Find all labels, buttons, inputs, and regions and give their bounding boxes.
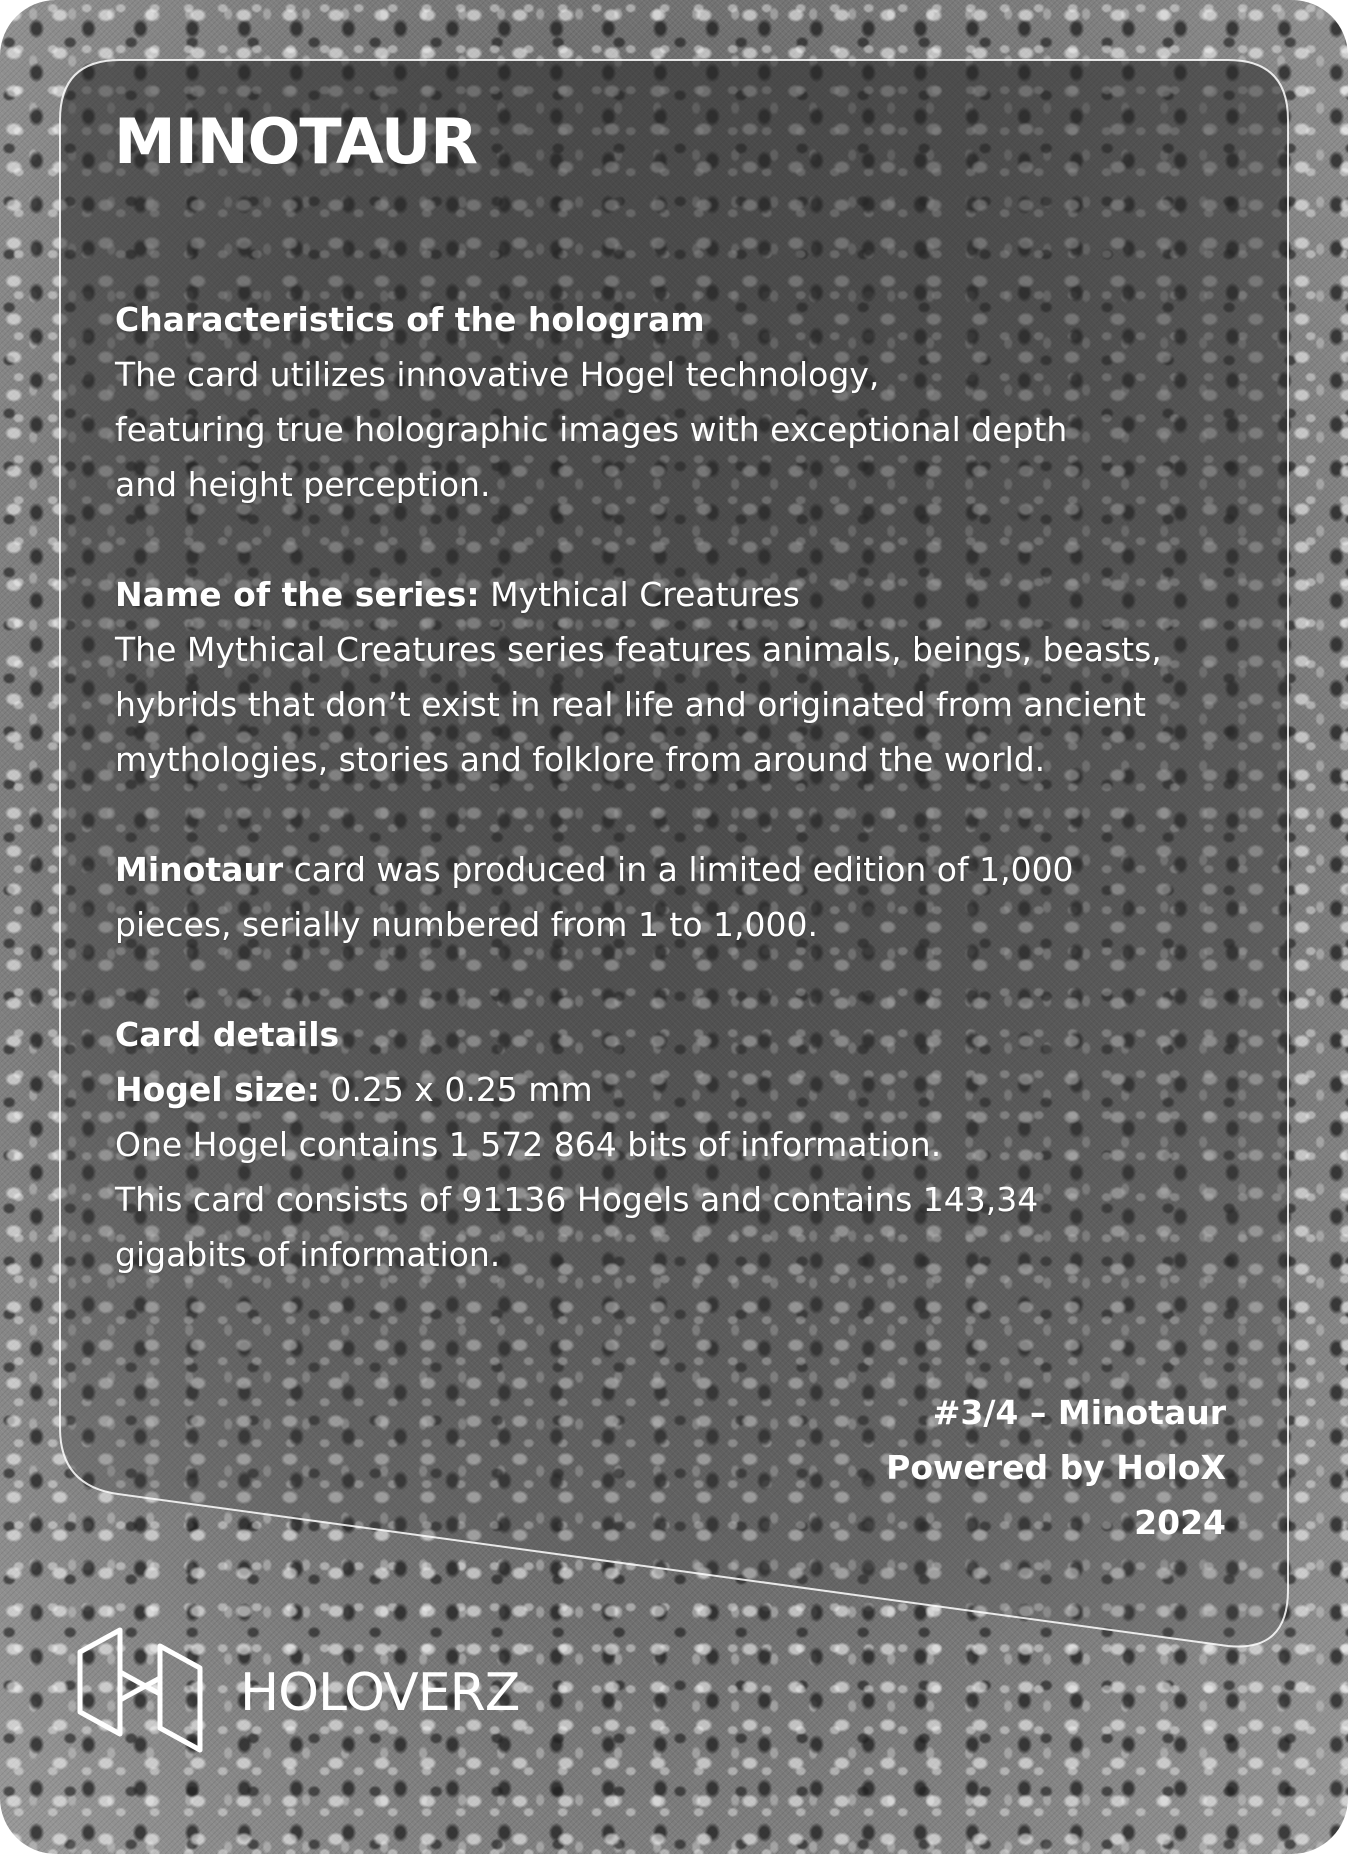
details-heading: Card details: [115, 1015, 340, 1054]
edition-text: card was produced in a limited edition of 1,000: [293, 850, 1074, 889]
hogel-size-line: [115, 1062, 1255, 1117]
hologram-line: and height perception.: [115, 465, 491, 504]
hogel-size-value: 0.25 x 0.25 mm: [330, 1070, 593, 1109]
series-name: Mythical Creatures: [490, 575, 800, 614]
brand-name: HOLOVERZ: [240, 1663, 520, 1723]
series-line: hybrids that don’t exist in real life and originated from ancient: [115, 685, 1146, 724]
card-footer-info: [886, 1385, 1226, 1550]
details-line: One Hogel contains 1 572 864 bits of information.: [115, 1125, 942, 1164]
hologram-line: The card utilizes innovative Hogel technology,: [115, 355, 880, 394]
series-line: mythologies, stories and folklore from around the world.: [115, 740, 1046, 779]
series-name-line: [115, 567, 1255, 622]
hologram-heading: Characteristics of the hologram: [115, 300, 705, 339]
hologram-line: featuring true holographic images with exceptional depth: [115, 410, 1068, 449]
edition-line: [115, 842, 1255, 897]
edition-line: pieces, serially numbered from 1 to 1,000.: [115, 905, 819, 944]
powered-by: Powered by HoloX: [886, 1448, 1226, 1487]
edition-card-name: Minotaur: [115, 850, 284, 889]
hogel-size-label: Hogel size:: [115, 1070, 320, 1109]
card-year: 2024: [1134, 1503, 1226, 1542]
series-label: Name of the series:: [115, 575, 480, 614]
card-number: #3/4 – Minotaur: [932, 1393, 1226, 1432]
details-line: This card consists of 91136 Hogels and contains 143,34: [115, 1180, 1039, 1219]
card-title: MINOTAUR: [114, 105, 478, 178]
series-line: The Mythical Creatures series features animals, beings, beasts,: [115, 630, 1162, 669]
holoverz-logo-icon: [72, 1622, 208, 1758]
card-description: [115, 292, 1255, 1282]
details-line: gigabits of information.: [115, 1235, 501, 1274]
